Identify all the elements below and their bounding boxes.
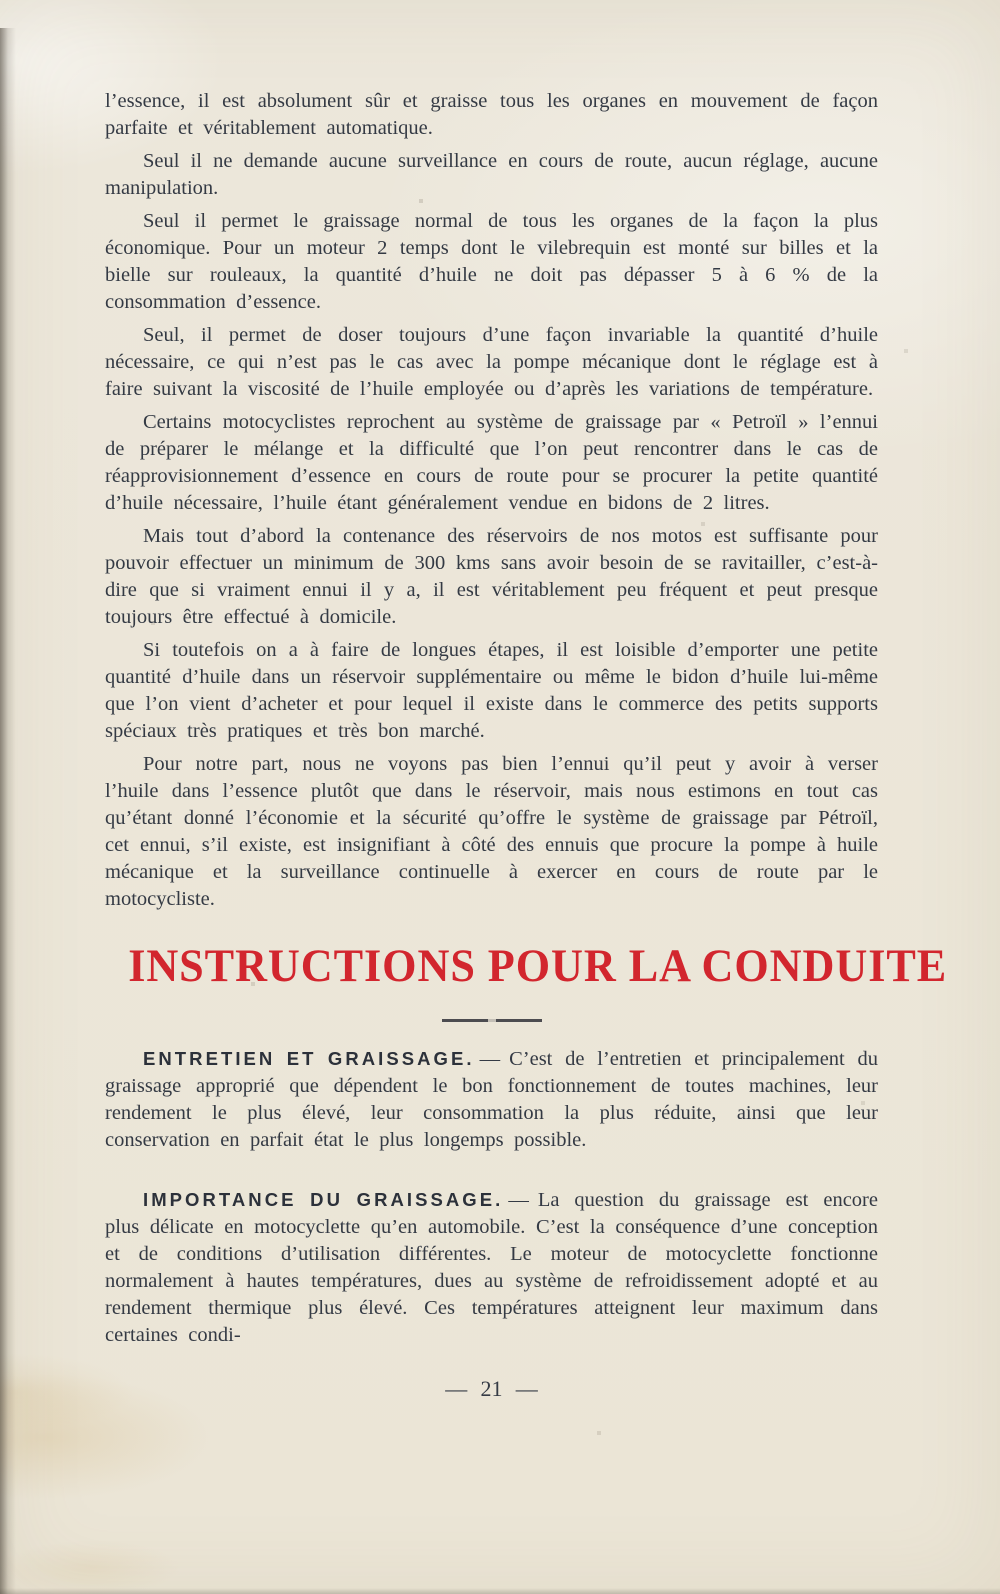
paper-specks [0, 0, 2, 2]
section-body-text: La question du graissage est encore plus délicate en motocyclette qu’en automobile. C’est la conséquence d’une conception et de conditions d’utilisation différentes. Le moteur de motocyclette fonctionne normalement à hautes températures, dues au système de refroidissement adopté et au rendement thermique plus élevé. Ces températures atteignent leur maximum dans certaines condi- [105, 1188, 878, 1346]
body-paragraph: Mais tout d’abord la contenance des réservoirs de nos motos est suffisante pour pouvoir effectuer un minimum de 300 kms sans avoir besoin de se ravitailler, c’est-à-dire que si vraiment ennui il y a, il est véritablement peu fréquent et peut presque toujours être effectué à domicile. [105, 525, 878, 628]
section-dash: — [479, 1047, 501, 1070]
section-heading: IMPORTANCE DU GRAISSAGE. [143, 1188, 504, 1210]
body-paragraph: Si toutefois on a à faire de longues étapes, il est loisible d’emporter une petite quantité d’huile dans un réservoir supplémentaire ou même le bidon d’huile lui-même que l’on vient d’acheter et pour lequel il existe dans le commerce des petits supports spéciaux très pratiques et très bon marché. [105, 639, 878, 742]
body-paragraph: l’essence, il est absolument sûr et graisse tous les organes en mouvement de façon parfaite et véritablement automatique. [105, 90, 878, 139]
scan-edge-shadow-left [0, 28, 16, 1594]
page-number: — 21 — [445, 1375, 538, 1401]
section-body-text: C’est de l’entretien et principalement du graissage approprié que dépendent le bon fonctionnement de toutes machines, leur rendement le plus élevé, leur consommation la plus réduite, ainsi que leur conservation en parfait état le plus longemps possible. [105, 1047, 878, 1151]
text-column [105, 88, 948, 1402]
chapter-title: INSTRUCTIONS POUR LA CONDUITE [128, 940, 948, 992]
title-rule [442, 1019, 542, 1022]
body-paragraph: Seul, il permet de doser toujours d’une façon invariable la quantité d’huile nécessaire, ce qui n’est pas le cas avec la pompe mécanique dont le réglage est à faire suivant la viscosité de l’huile employée ou d’après les variations de température. [105, 324, 878, 400]
scan-edge-shadow-bottom [0, 1588, 1000, 1594]
section-dash: — [508, 1188, 529, 1211]
section-paragraph [105, 1186, 878, 1349]
section-heading: ENTRETIEN ET GRAISSAGE. [143, 1047, 475, 1069]
section-paragraph [105, 1045, 878, 1154]
body-paragraph: Certains motocyclistes reprochent au système de graissage par « Petroïl » l’ennui de préparer le mélange et la difficulté que l’on peut rencontrer dans le cas de réapprovisionnement d’essence en cours de route pour se procurer la petite quantité d’huile nécessaire, l’huile étant généralement vendue en bidons de 2 litres. [105, 411, 878, 514]
body-paragraph: Seul il permet le graissage normal de tous les organes de la façon la plus économique. Pour un moteur 2 temps dont le vilebrequin est monté sur billes et la bielle sur rouleaux, la quantité d’huile ne doit pas dépasser 5 à 6 % de la consommation d’essence. [105, 210, 878, 313]
body-paragraph: Pour notre part, nous ne voyons pas bien l’ennui qu’il peut y avoir à verser l’huile dans l’essence plutôt que dans le réservoir, mais nous estimons en tout cas qu’étant donné l’économie et la sécurité qu’offre le système de graissage par Pétroïl, cet ennui, s’il existe, est insignifiant à côté des ennuis que procure la pompe à huile mécanique et la surveillance continuelle à exercer en cours de route par le motocycliste. [105, 753, 878, 910]
body-paragraph: Seul il ne demande aucune surveillance en cours de route, aucun réglage, aucune manipulation. [105, 150, 878, 199]
